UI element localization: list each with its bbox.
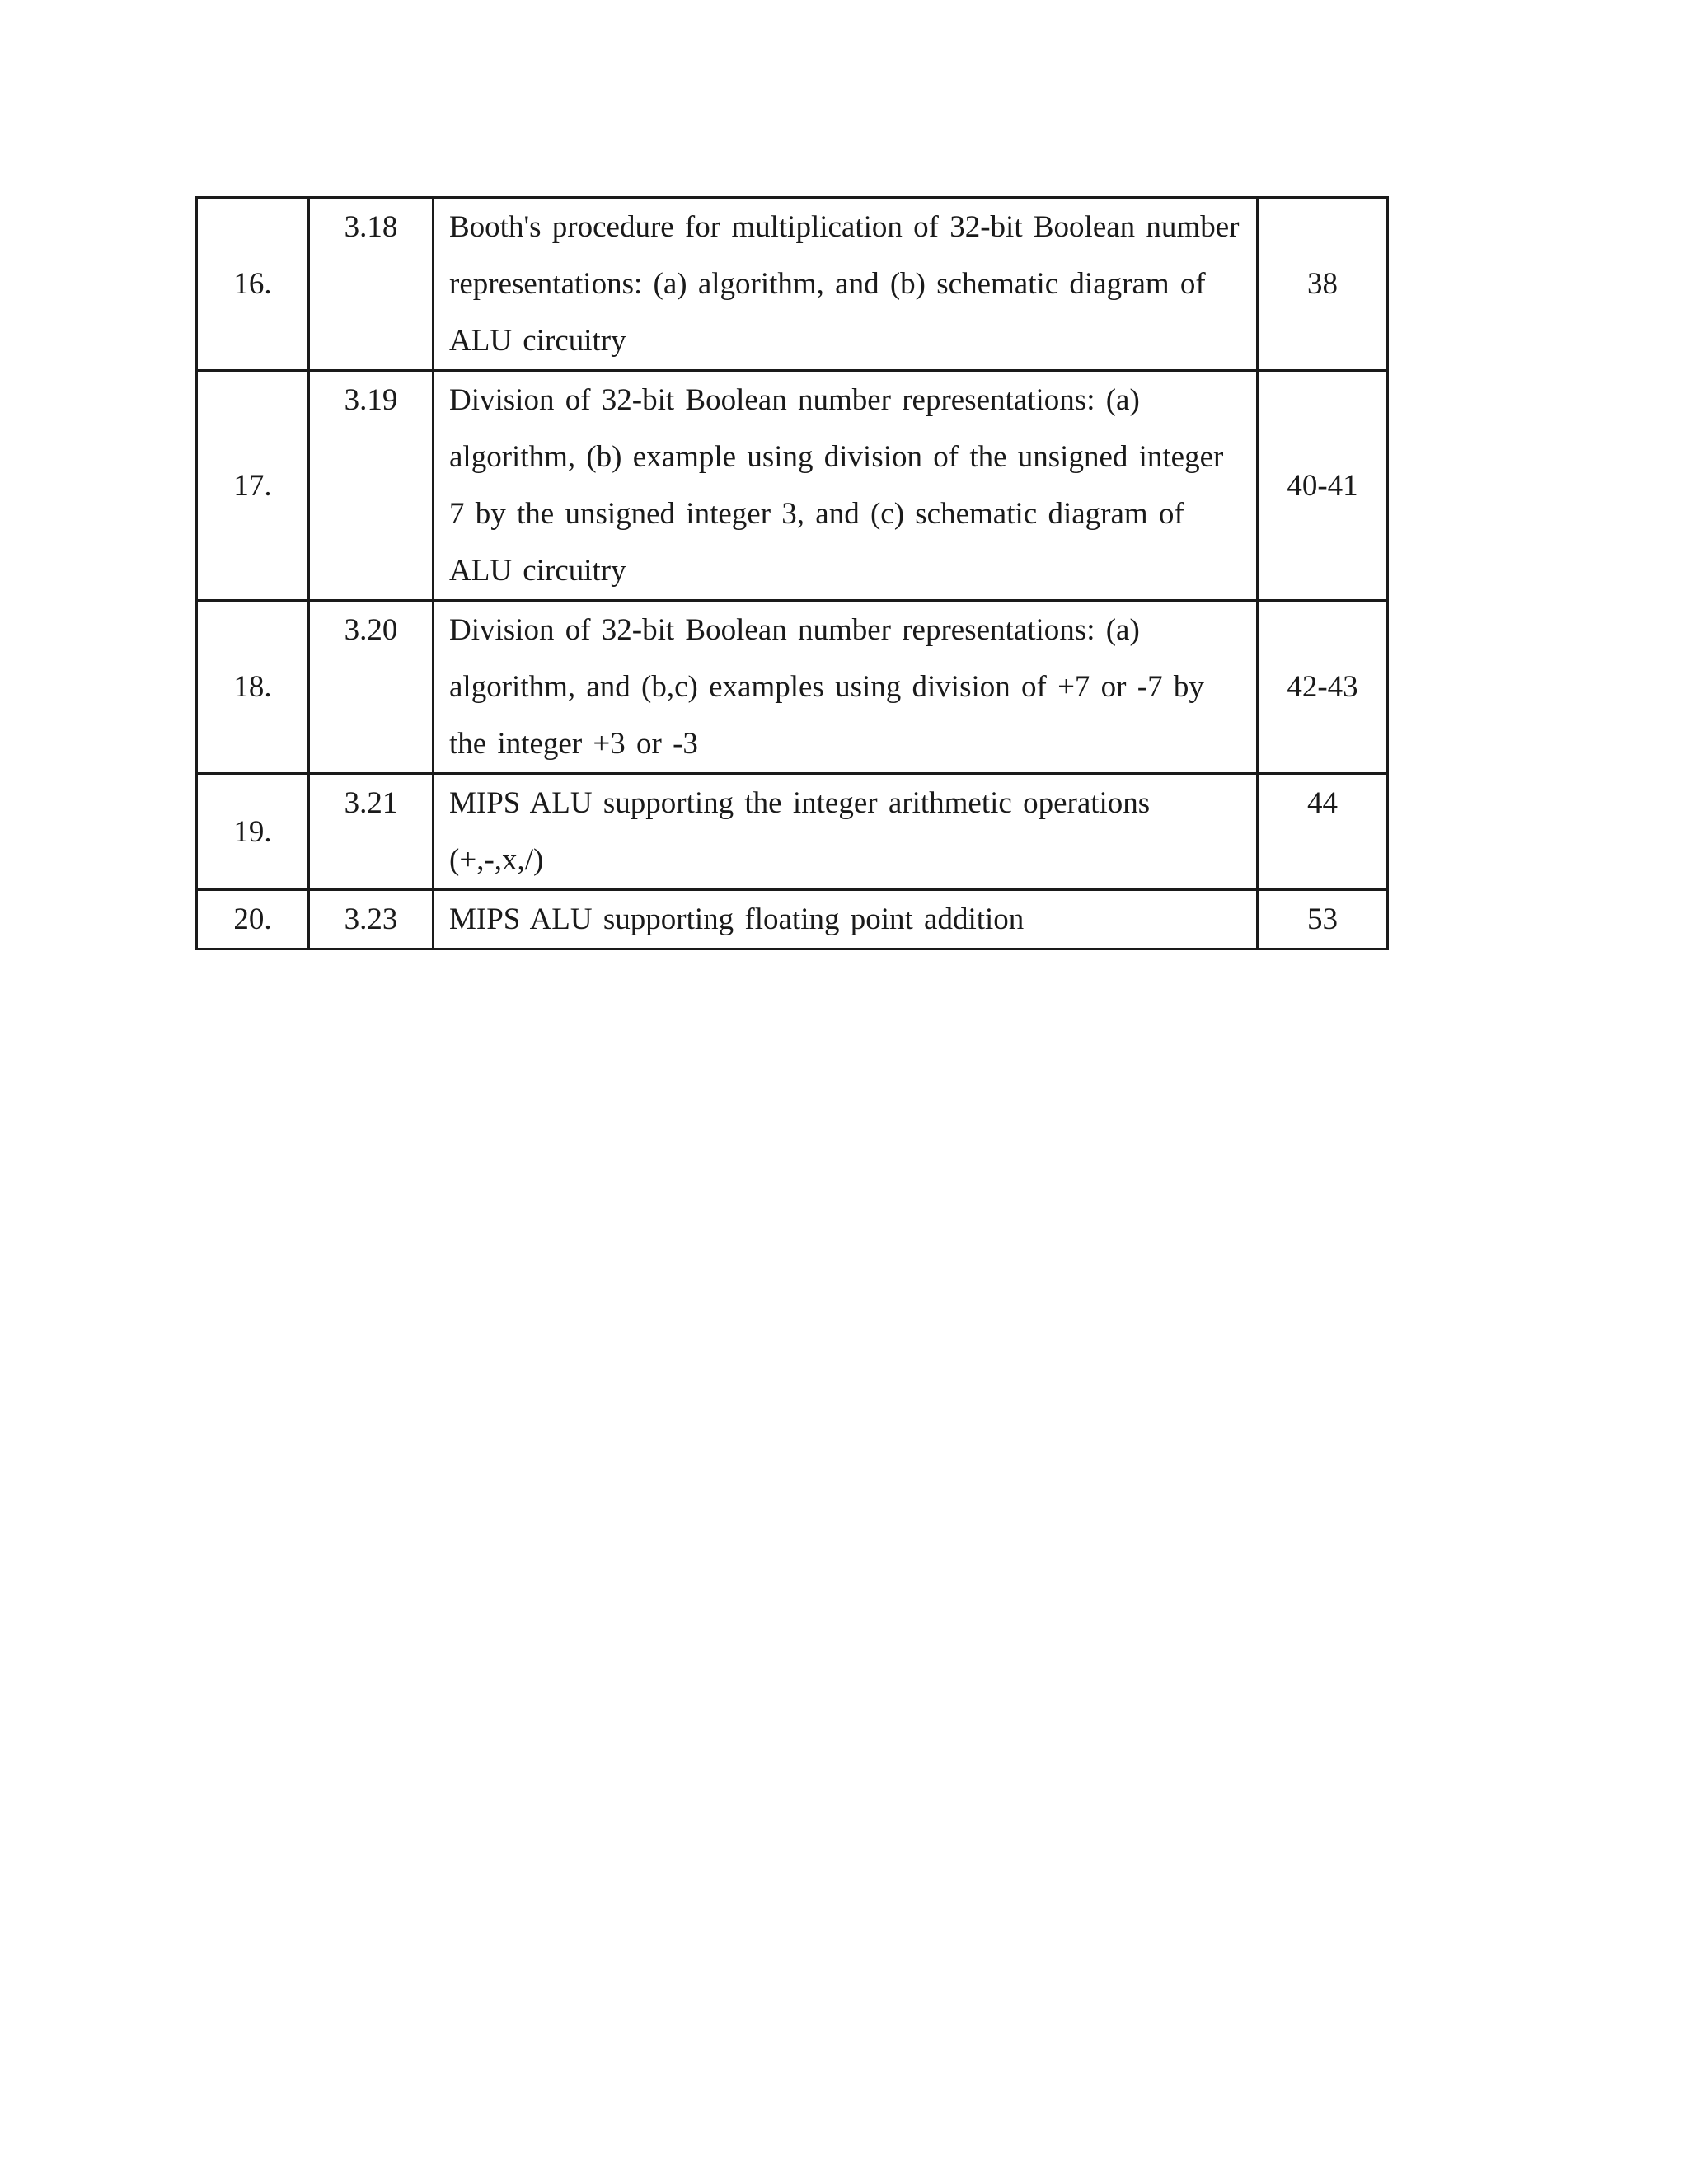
serial-number-cell: 20. bbox=[197, 890, 309, 949]
table-row bbox=[197, 890, 1388, 949]
page-number-cell: 53 bbox=[1258, 890, 1388, 949]
figure-title-cell: MIPS ALU supporting floating point addition bbox=[434, 890, 1258, 949]
figure-number-cell: 3.19 bbox=[309, 371, 434, 601]
page-number-cell: 44 bbox=[1258, 774, 1388, 890]
figure-title-cell: Division of 32-bit Boolean number representations: (a) algorithm, (b) example using division of the unsigned integer 7 by the unsigned integer 3, and (c) schematic diagram of ALU circuitry bbox=[434, 371, 1258, 601]
serial-number-cell: 16. bbox=[197, 198, 309, 371]
figure-number-cell: 3.20 bbox=[309, 601, 434, 774]
figure-title-cell: Division of 32-bit Boolean number representations: (a) algorithm, and (b,c) examples using division of +7 or -7 by the integer +3 or -3 bbox=[434, 601, 1258, 774]
figure-number-cell: 3.23 bbox=[309, 890, 434, 949]
table-row bbox=[197, 371, 1388, 601]
table-row bbox=[197, 198, 1388, 371]
page-number-cell: 38 bbox=[1258, 198, 1388, 371]
figure-title-cell: Booth's procedure for multiplication of 32-bit Boolean number representations: (a) algorithm, and (b) schematic diagram of ALU circuitry bbox=[434, 198, 1258, 371]
page-number-cell: 42-43 bbox=[1258, 601, 1388, 774]
figure-number-cell: 3.18 bbox=[309, 198, 434, 371]
serial-number-cell: 17. bbox=[197, 371, 309, 601]
table-row bbox=[197, 601, 1388, 774]
figure-number-cell: 3.21 bbox=[309, 774, 434, 890]
serial-number-cell: 19. bbox=[197, 774, 309, 890]
page-number-cell: 40-41 bbox=[1258, 371, 1388, 601]
figure-title-cell: MIPS ALU supporting the integer arithmetic operations (+,-,x,/) bbox=[434, 774, 1258, 890]
table-row bbox=[197, 774, 1388, 890]
list-of-figures-table bbox=[195, 196, 1389, 950]
serial-number-cell: 18. bbox=[197, 601, 309, 774]
